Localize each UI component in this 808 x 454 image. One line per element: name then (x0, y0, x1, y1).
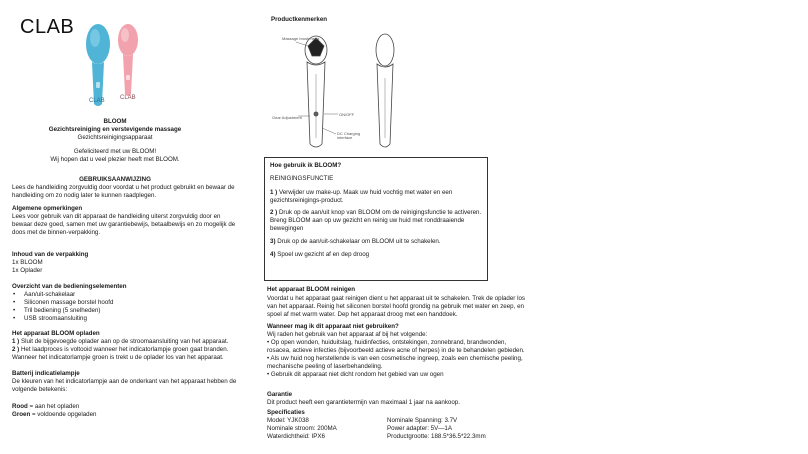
product-photo (80, 20, 152, 110)
warranty-title: Garantie (267, 391, 293, 398)
battery-legend (12, 403, 240, 419)
features-title: Productkenmerken (271, 16, 328, 23)
specs-table (267, 417, 529, 441)
howto-step: 3) Druk op de aan/uit-schakelaar om BLOOM uit te schakelen. (270, 237, 441, 245)
warranty-text: Dit product heeft een garantietermijn van maximaal 1 jaar na aankoop. (267, 399, 460, 406)
howto-step: 1 ) Verwijder uw make-up. Maak uw huid vochtig met water en een gezichtsreinigings-product. (270, 188, 453, 204)
device-front-drawing (305, 36, 327, 147)
label-gear: Gear Adjustment (272, 115, 302, 120)
spec-cell: Model: YJK038 (267, 417, 309, 424)
battery-title: Batterij indicatielampje (12, 370, 80, 377)
contents-item: 1x Oplader (12, 267, 43, 275)
controls-title: Overzicht van de bedieningselementen (12, 283, 127, 290)
battery-green: Groen = voldoende opgeladen (12, 411, 97, 419)
general-text: Lees voor gebruik van dit apparaat de handleiding uiterst zorgvuldig door en bewaar deze goed, samen met uw garantiebewijs, betaalbewijs en zo mogelijk de doos met de binnen-verpakking. (12, 213, 236, 237)
spec-cell: Productgrootte: 188.5*36.5*22.3mm (387, 433, 486, 441)
product-device: Gezichtsreinigingsapparaat (77, 134, 153, 142)
brand-logo: CLAB (20, 16, 75, 38)
label-dc: DC Charging interface (337, 131, 361, 141)
controls-list (12, 291, 240, 323)
brush-label-blue: CLAB (89, 98, 105, 104)
spec-cell: Waterdichtheid: IPX6 (267, 433, 325, 441)
enjoy-text: Wij hopen dat u veel plezier heeft met BLOOM. (50, 156, 180, 164)
charging-step-2: 2 ) Het laadproces is voltooid wanneer het indicatorlampje groen gaat branden. Wanneer het indicatorlampje groen is trekt u de oplader los van het apparaat. (12, 346, 229, 362)
controls-item: • Siliconen massage borstel hoofd (12, 299, 240, 307)
howto-function: REINIGINGSFUNCTIE (270, 174, 334, 182)
battery-red: Rood = aan het opladen (12, 403, 80, 410)
label-massage: Massage brush head (282, 36, 320, 41)
howto-title: Hoe gebruik ik BLOOM? (270, 162, 342, 169)
contents-title: Inhoud van de verpakking (12, 251, 89, 258)
manual-text: Lees de handleiding zorgvuldig door voordat u het product gebruikt en bewaar de handleiding om zo nodig later te kunnen raadplegen. (12, 184, 235, 200)
warnings-title: Wanneer mag ik dit apparaat niet gebruiken? (267, 323, 399, 330)
congrats-text: Gefeliciteerd met uw BLOOM! (73, 148, 157, 156)
spec-cell: Power adapter: 5V—1A (387, 425, 453, 433)
general-title: Algemene opmerkingen (12, 205, 83, 212)
intro-block (40, 118, 190, 164)
product-name: BLOOM (103, 118, 127, 125)
label-onoff: ON/OFF (339, 112, 355, 117)
spec-cell: Nominale Spanning: 3.7V (387, 417, 458, 424)
specs-title: Specificaties (267, 409, 305, 416)
warnings-item: • Als uw huid nog herstellende is van een cosmetische ingreep, zoals een chemische peeling, mechanische peeling of laserbehandeling. (267, 355, 523, 371)
blue-brush-image (86, 24, 110, 106)
product-subtitle: Gezichtsreiniging en verstevigende massage (48, 126, 182, 134)
battery-text: De kleuren van het indicatorlampje aan de onderkant van het apparaat hebben de volgende betekenis: (12, 378, 237, 394)
controls-item: • Tril bediening (5 snelheden) (12, 307, 240, 315)
brush-label-pink: CLAB (120, 95, 136, 101)
cleaning-title: Het apparaat BLOOM reinigen (267, 286, 356, 293)
warnings-item: • Op open wonden, huiduitslag, huidinfecties, ontstekingen, zonnebrand, brandwonden, rosacea, actieve infecties (bijvoorbeeld actieve acne of herpes) in de te behandelen gebieden. (267, 339, 525, 355)
warnings-intro: Wij raden het gebruik van het apparaat af bij het volgende: (267, 331, 428, 338)
warnings-item: • Gebruik dit apparaat niet dicht rondom het gebied van uw ogen (267, 371, 444, 379)
pink-brush-image (118, 24, 138, 96)
howto-step: 2 ) Druk op de aan/uit knop van BLOOM om de reinigingsfunctie te activeren. Breng BLOOM aan op uw gezicht en reinig uw huid met ronddraaiende bewegingen (270, 209, 482, 233)
controls-item: • Aan/uit-schakelaar (12, 291, 240, 299)
spec-cell: Nominale stroom: 200MA (267, 425, 337, 433)
charging-title: Het apparaat BLOOM opladen (12, 330, 100, 337)
charging-steps (12, 338, 240, 362)
contents-item: 1x BLOOM (12, 259, 43, 266)
device-side-drawing (376, 34, 394, 147)
manual-title: GEBRUIKSAANWIJZING (79, 176, 151, 183)
howto-step: 4) Spoel uw gezicht af en dep droog (270, 250, 370, 258)
controls-item: • USB stroomaansluiting (12, 315, 240, 323)
howto-box (264, 157, 488, 281)
warnings-list (267, 331, 525, 379)
contents-list (12, 259, 240, 275)
cleaning-text: Voordat u het apparaat gaat reinigen dient u het apparaat uit te schakelen. Trek de oplader los van het apparaat. Reinig het siliconen borstel hoofd grondig na gebruik met water en zeep, en spoel af met warm water. Dep het apparaat droog met een handdoek. (267, 295, 525, 319)
charging-step-1: 1 ) Sluit de bijgevoegde oplader aan op de stroomaansluiting van het apparaat. (12, 338, 229, 345)
